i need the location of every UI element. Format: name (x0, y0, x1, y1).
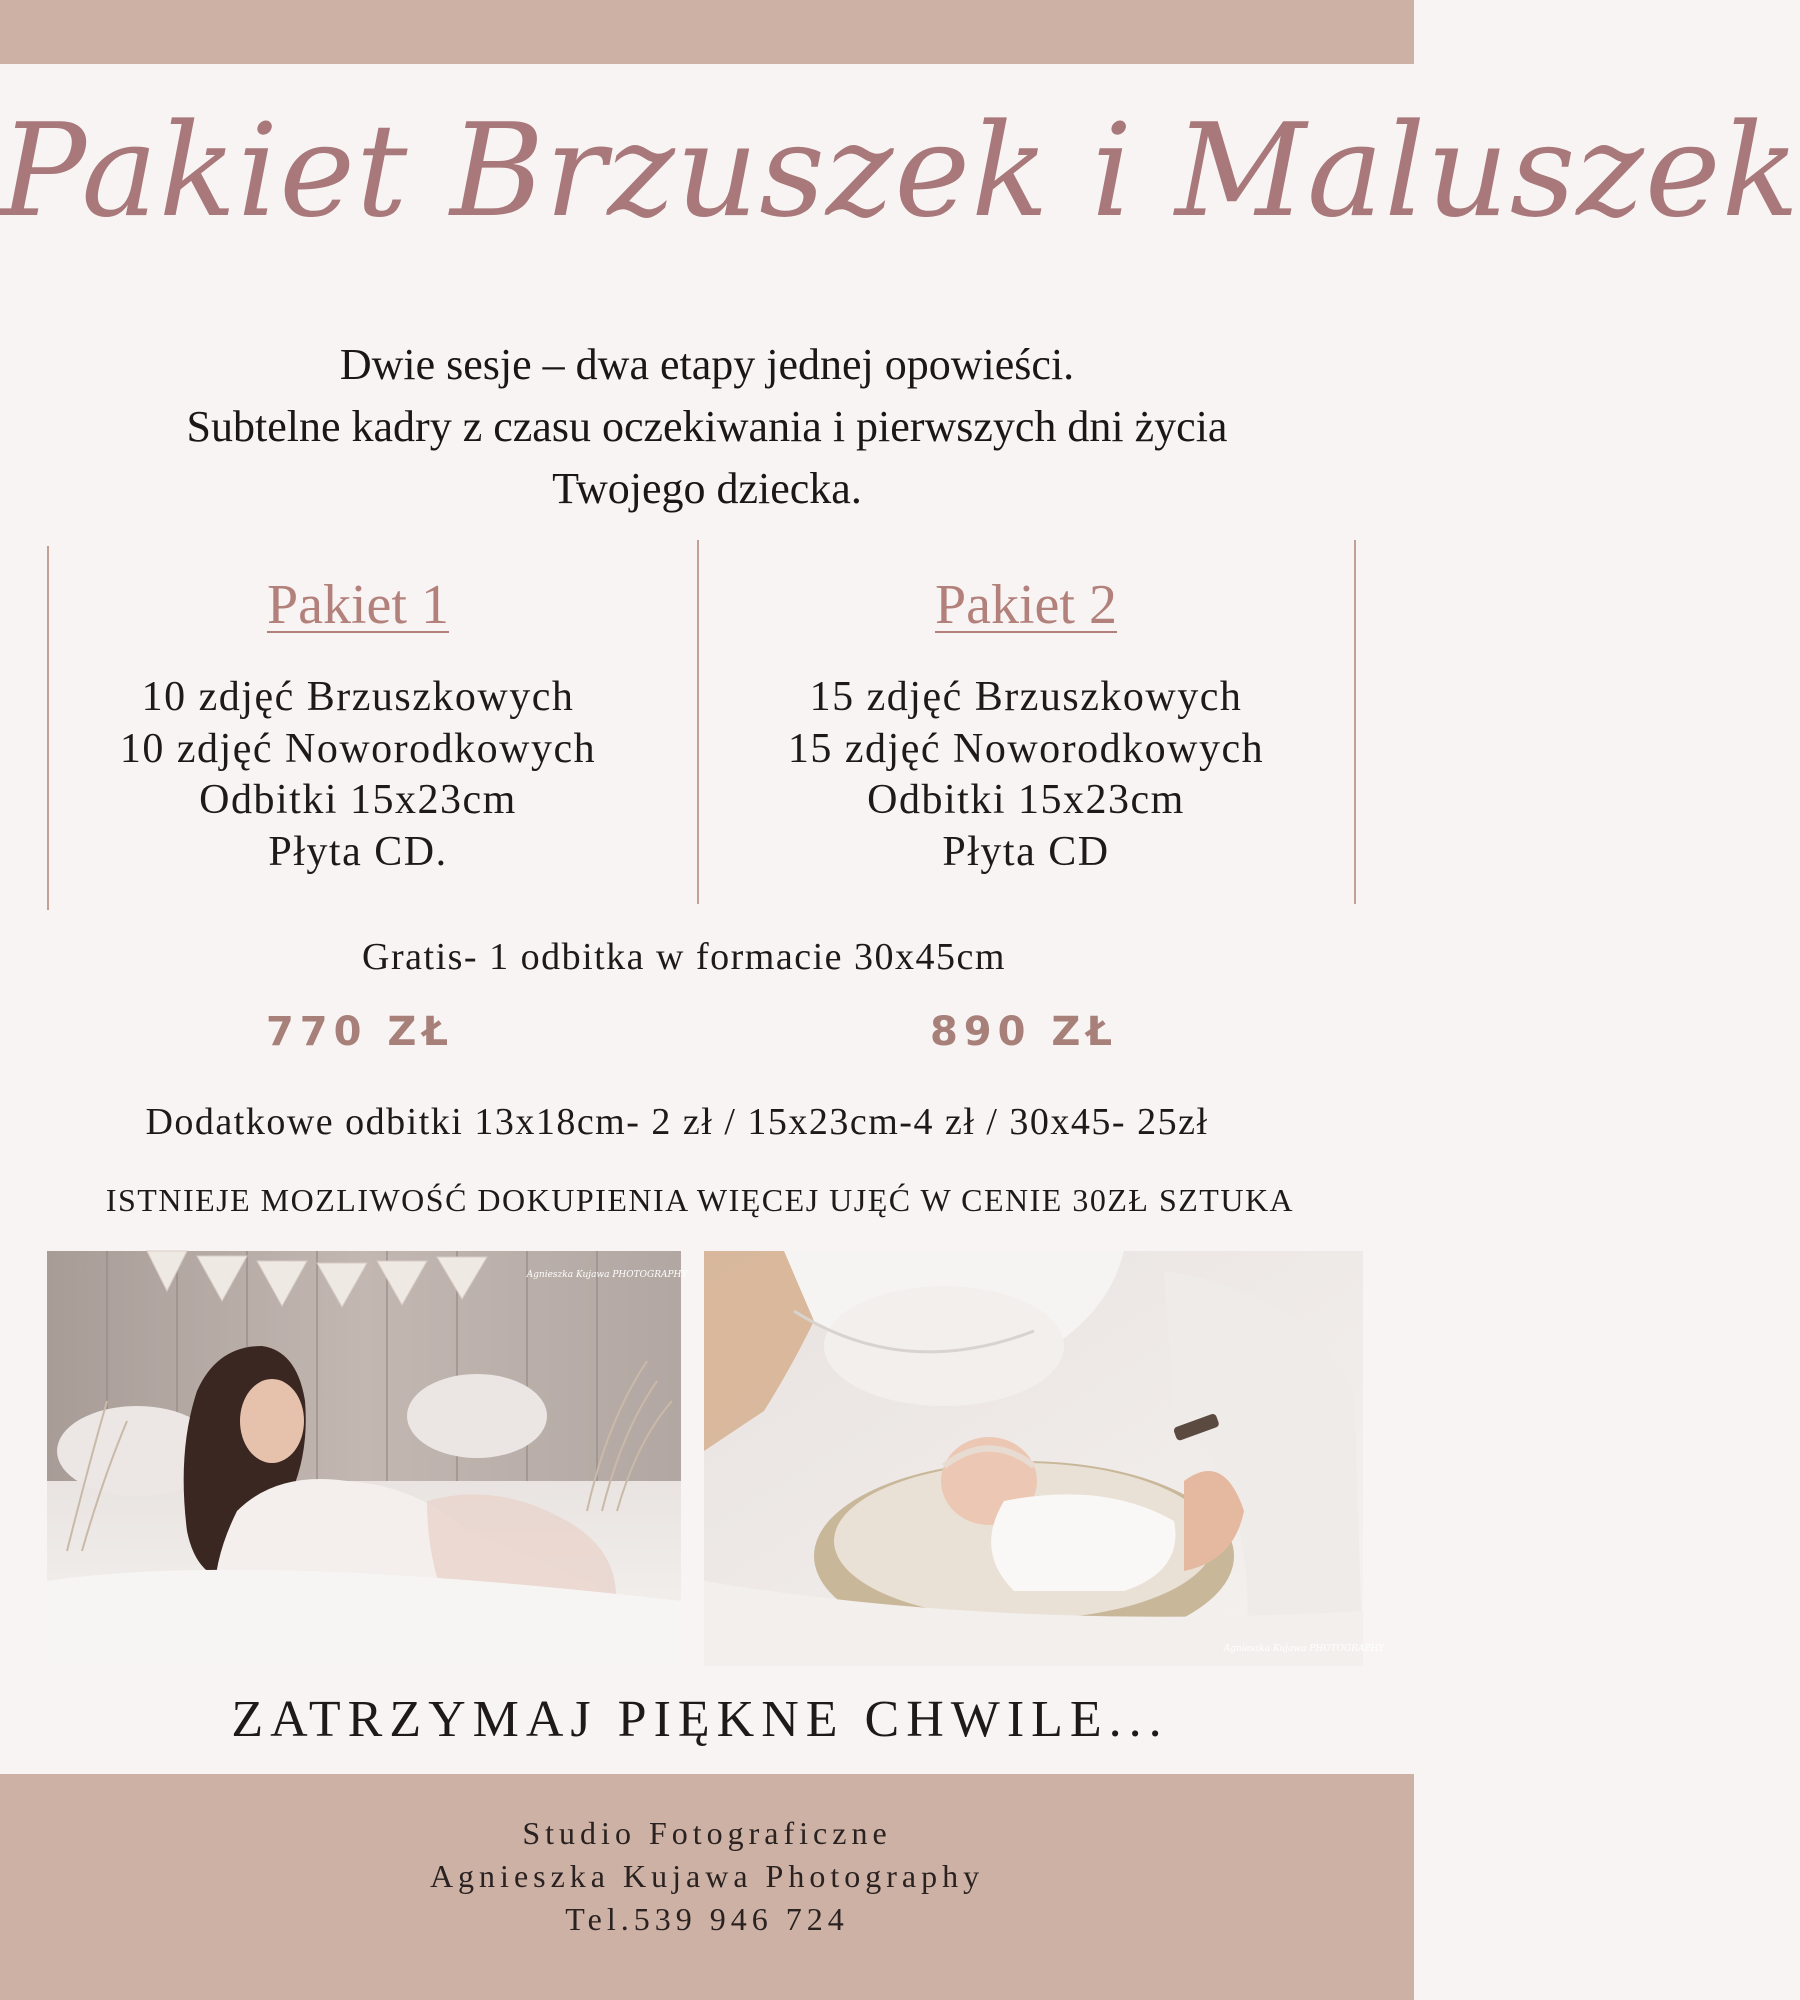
package-2 (706, 570, 1346, 878)
footer-contact (0, 1812, 1414, 1941)
photo-watermark: Agnieszka Kujawa PHOTOGRAPHY (526, 1270, 688, 1280)
page-title: Pakiet Brzuszek i Maluszek (0, 97, 1800, 246)
package-1-price: 770 ZŁ (265, 1009, 455, 1055)
extra-prints-pricing: Dodatkowe odbitki 13x18cm- 2 zł / 15x23cm-4 zł / 30x45- 25zł (145, 1101, 1209, 1143)
intro-line: Subtelne kadry z czasu oczekiwania i pierwszych dni życia (186, 402, 1228, 451)
gratis-note: Gratis- 1 odbitka w formacie 30x45cm (362, 936, 1006, 978)
photo-watermark: Agnieszka Kujawa PHOTOGRAPHY (1223, 1644, 1385, 1654)
package-1 (38, 570, 678, 878)
package-item: Płyta CD. (268, 828, 448, 875)
package-title: Pakiet 2 (935, 574, 1117, 636)
extra-shots-notice: ISTNIEJE MOZLIWOŚĆ DOKUPIENIA WIĘCEJ UJĘĆ W CENIE 30ZŁ SZTUKA (105, 1182, 1295, 1218)
package-item: Odbitki 15x23cm (867, 777, 1185, 823)
package-item: Odbitki 15x23cm (199, 777, 517, 823)
newborn-photo (704, 1251, 1385, 1666)
divider-middle (697, 540, 699, 904)
maternity-photo (47, 1251, 688, 1671)
photographer-name: Agnieszka Kujawa Photography (429, 1858, 985, 1894)
package-item: Płyta CD (942, 828, 1110, 875)
package-title: Pakiet 1 (267, 574, 449, 636)
divider-right (1354, 540, 1356, 904)
package-item: 15 zdjęć Brzuszkowych (809, 674, 1243, 720)
phone-number: Tel.539 946 724 (565, 1901, 849, 1937)
intro-text (60, 334, 1354, 520)
package-item: 15 zdjęć Noworodkowych (787, 725, 1265, 772)
package-items (706, 672, 1346, 878)
package-2-price: 890 ZŁ (929, 1009, 1119, 1055)
intro-line: Twojego dziecka. (552, 464, 862, 513)
intro-line: Dwie sesje – dwa etapy jednej opowieści. (339, 340, 1075, 389)
studio-name: Studio Fotograficzne (522, 1815, 892, 1851)
package-item: 10 zdjęć Brzuszkowych (141, 674, 575, 720)
slogan: ZATRZYMAJ PIĘKNE CHWILE... (231, 1691, 1169, 1748)
top-band (0, 0, 1414, 64)
package-item: 10 zdjęć Noworodkowych (119, 725, 597, 772)
package-items (38, 672, 678, 878)
